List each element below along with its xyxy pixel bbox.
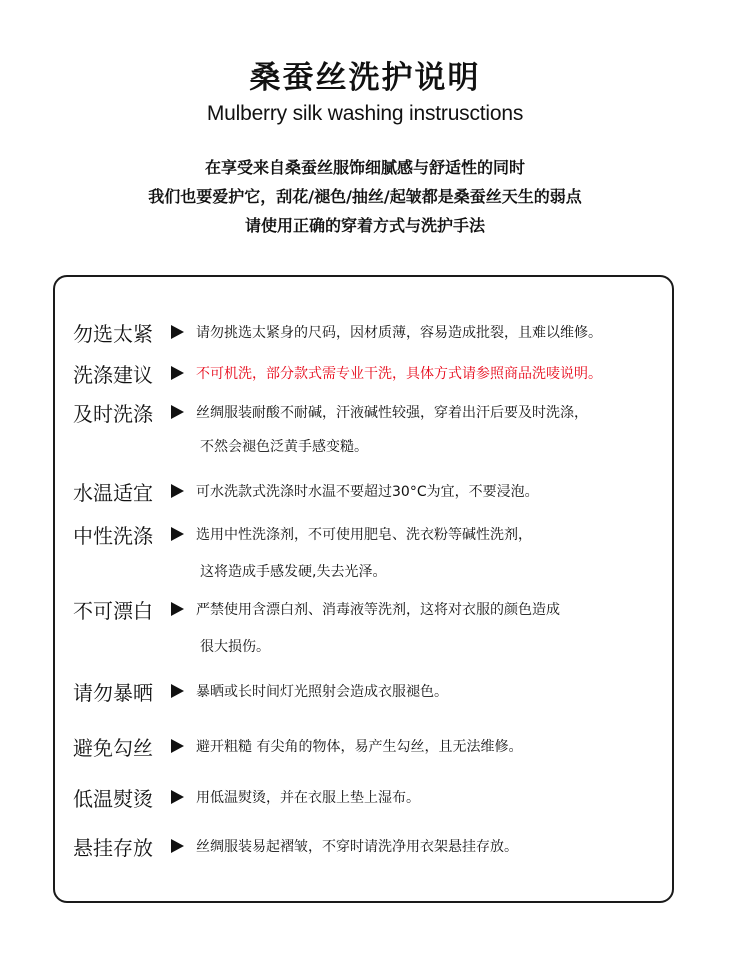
item-description-continued: 很大损伤。: [200, 639, 270, 655]
arrow-right-icon: [171, 484, 184, 498]
arrow-right-icon: [171, 790, 184, 804]
item-description: 严禁使用含漂白剂、消毒液等洗剂，这将对衣服的颜色造成: [196, 602, 560, 618]
arrow-right-icon: [171, 684, 184, 698]
intro-line: 在享受来自桑蚕丝服饰细腻感与舒适性的同时: [204, 158, 525, 177]
arrow-right-icon: [171, 325, 184, 339]
item-label: 中性洗涤: [73, 523, 153, 548]
instruction-item-tight-fit: [73, 317, 602, 347]
arrow-right-icon: [171, 839, 184, 853]
item-label: 低温熨烫: [73, 786, 153, 811]
instruction-item-water-temperature: [73, 476, 539, 506]
item-label: 请勿暴晒: [73, 680, 153, 705]
item-description: 避开粗糙 有尖角的物体，易产生勾丝，且无法维修。: [196, 739, 523, 755]
instruction-item-timely-wash: [73, 397, 588, 427]
instruction-item-avoid-sun: [73, 676, 448, 706]
item-description-continued: 这将造成手感发硬,失去光泽。: [200, 564, 387, 580]
intro-line: 请使用正确的穿着方式与洗护手法: [244, 216, 485, 235]
page-subtitle: Mulberry silk washing instrusctions: [206, 102, 524, 125]
item-description: 选用中性洗涤剂，不可使用肥皂、洗衣粉等碱性洗剂，: [196, 527, 532, 543]
item-label: 悬挂存放: [73, 835, 153, 860]
instruction-item-no-bleach: [73, 594, 560, 624]
item-label: 不可漂白: [73, 598, 153, 623]
instruction-item-avoid-snagging: [73, 731, 522, 761]
item-description: 丝绸服装耐酸不耐碱，汗液碱性较强，穿着出汗后要及时洗涤，: [196, 405, 588, 421]
item-description: 请勿挑选太紧身的尺码，因材质薄，容易造成批裂，且难以维修。: [196, 325, 602, 341]
item-label: 水温适宜: [73, 480, 153, 505]
arrow-right-icon: [171, 366, 184, 380]
item-label: 洗涤建议: [73, 362, 153, 387]
item-description: 暴晒或长时间灯光照射会造成衣服褪色。: [196, 684, 448, 700]
item-description-warning: 不可机洗，部分款式需专业干洗，具体方式请参照商品洗唛说明。: [196, 366, 602, 382]
arrow-right-icon: [171, 739, 184, 753]
item-label: 避免勾丝: [73, 735, 153, 760]
item-description: 用低温熨烫，并在衣服上垫上湿布。: [196, 790, 420, 806]
item-description: 可水洗款式洗涤时水温不要超过30°C为宜，不要浸泡。: [196, 484, 539, 500]
instruction-item-washing-advice: [73, 358, 602, 388]
page-title: 桑蚕丝洗护说明: [249, 60, 481, 96]
item-description-continued: 不然会褪色泛黄手感变糙。: [200, 439, 368, 455]
item-label: 及时洗涤: [73, 401, 153, 426]
item-description: 丝绸服装易起褶皱，不穿时请洗净用衣架悬挂存放。: [196, 839, 518, 855]
instruction-item-neutral-detergent: [73, 519, 532, 549]
instruction-item-low-temp-iron: [73, 782, 420, 812]
arrow-right-icon: [171, 602, 184, 616]
item-label: 勿选太紧: [73, 321, 153, 346]
intro-text: [0, 153, 730, 240]
instruction-item-hang-storage: [73, 831, 518, 861]
arrow-right-icon: [171, 405, 184, 419]
arrow-right-icon: [171, 527, 184, 541]
intro-line: 我们也要爱护它，刮花/褪色/抽丝/起皱都是桑蚕丝天生的弱点: [148, 187, 582, 206]
